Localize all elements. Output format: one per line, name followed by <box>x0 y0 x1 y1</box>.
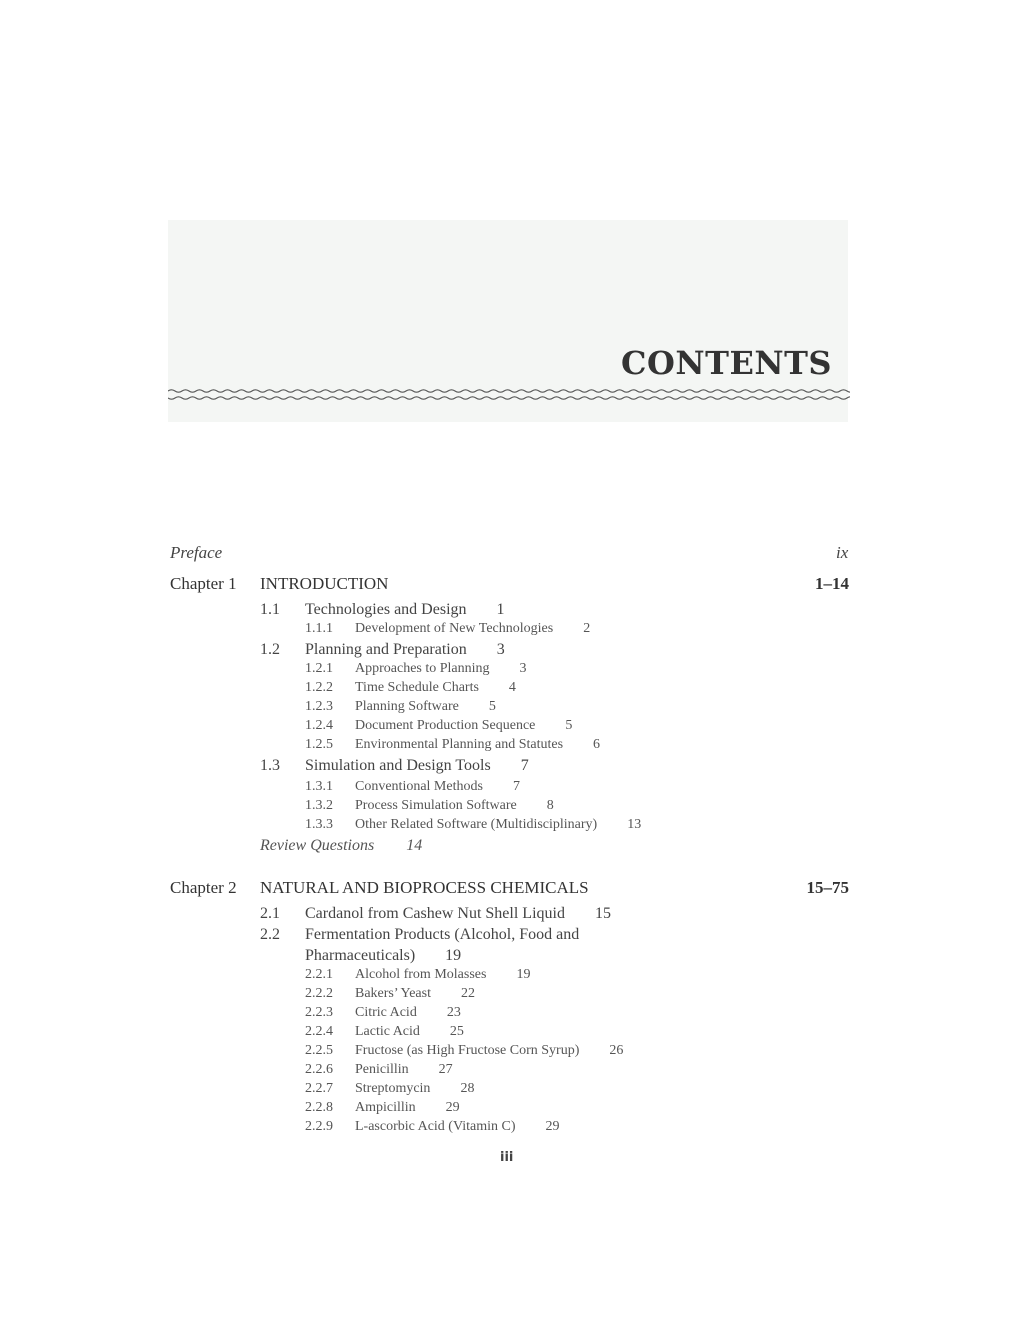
section-page: 3 <box>496 641 505 658</box>
subsection-entry <box>355 1062 453 1078</box>
page-title: CONTENTS <box>621 344 832 382</box>
subsection-title: Citric Acid <box>355 1005 417 1020</box>
section-title: Technologies and Design <box>305 601 467 618</box>
section-entry <box>305 905 611 923</box>
subsection-page: 13 <box>627 817 642 832</box>
subsection-entry <box>355 798 554 814</box>
section-title-continued: Pharmaceuticals) <box>305 947 416 964</box>
subsection-number: 2.2.5 <box>305 1043 333 1058</box>
subsection-entry <box>355 817 641 833</box>
subsection-page: 26 <box>609 1043 624 1058</box>
subsection-number: 2.2.6 <box>305 1062 333 1077</box>
subsection-number: 2.2.2 <box>305 986 333 1001</box>
subsection-page: 19 <box>516 967 531 982</box>
subsection-page: 2 <box>583 621 591 636</box>
subsection-page: 25 <box>449 1024 464 1039</box>
chapter-1-label: Chapter 1 <box>170 574 237 593</box>
subsection-number: 1.3.1 <box>305 779 333 794</box>
subsection-number: 2.2.4 <box>305 1024 333 1039</box>
section-number: 2.2 <box>260 926 280 943</box>
preface-label: Preface <box>170 543 223 562</box>
subsection-number: 1.2.1 <box>305 661 333 676</box>
subsection-title: Planning Software <box>355 699 459 714</box>
section-number: 1.3 <box>260 757 280 774</box>
section-entry <box>305 947 461 965</box>
subsection-entry <box>355 779 520 795</box>
subsection-entry <box>355 967 530 983</box>
preface-page: ix <box>836 543 849 562</box>
chapter-2-label: Chapter 2 <box>170 878 237 897</box>
subsection-page: 29 <box>445 1100 460 1115</box>
contents-banner <box>168 220 848 422</box>
subsection-page: 5 <box>565 718 573 733</box>
chapter-1-title: INTRODUCTION <box>260 574 389 593</box>
review-questions-label: Review Questions <box>260 837 375 854</box>
section-page: 19 <box>445 947 462 964</box>
subsection-entry <box>355 1100 460 1116</box>
subsection-number: 1.2.4 <box>305 718 333 733</box>
subsection-title: Document Production Sequence <box>355 718 536 733</box>
subsection-title: Bakers’ Yeast <box>355 986 431 1001</box>
subsection-page: 23 <box>446 1005 461 1020</box>
subsection-page: 8 <box>546 798 554 813</box>
section-page: 15 <box>594 905 611 922</box>
chapter-2-title: NATURAL AND BIOPROCESS CHEMICALS <box>260 878 589 897</box>
subsection-title: Other Related Software (Multidisciplinary) <box>355 817 598 832</box>
section-entry <box>305 641 505 659</box>
subsection-number: 1.2.5 <box>305 737 333 752</box>
section-title: Planning and Preparation <box>305 641 467 658</box>
section-entry <box>305 601 505 619</box>
subsection-number: 2.2.9 <box>305 1119 333 1134</box>
subsection-entry <box>355 1081 474 1097</box>
subsection-page: 22 <box>460 986 475 1001</box>
subsection-entry <box>355 1005 461 1021</box>
subsection-entry <box>355 621 590 637</box>
subsection-entry <box>355 699 496 715</box>
section-number: 1.2 <box>260 641 280 658</box>
subsection-number: 1.1.1 <box>305 621 333 636</box>
subsection-number: 2.2.1 <box>305 967 333 982</box>
subsection-page: 27 <box>438 1062 453 1077</box>
section-page: 7 <box>520 757 529 774</box>
section-entry <box>305 757 529 775</box>
section-page: 1 <box>496 601 505 618</box>
subsection-title: Alcohol from Molasses <box>355 967 487 982</box>
chapter-2-page-range: 15–75 <box>806 878 849 897</box>
subsection-title: Development of New Technologies <box>355 621 554 636</box>
subsection-title: Conventional Methods <box>355 779 483 794</box>
subsection-title: Fructose (as High Fructose Corn Syrup) <box>355 1043 580 1058</box>
subsection-entry <box>355 986 475 1002</box>
subsection-title: Time Schedule Charts <box>355 680 479 695</box>
subsection-title: Environmental Planning and Statutes <box>355 737 564 752</box>
subsection-title: Penicillin <box>355 1062 409 1077</box>
subsection-title: Process Simulation Software <box>355 798 517 813</box>
subsection-number: 2.2.7 <box>305 1081 333 1096</box>
subsection-page: 5 <box>488 699 496 714</box>
subsection-number: 1.3.2 <box>305 798 333 813</box>
subsection-entry <box>355 1119 560 1135</box>
wavy-rule-decoration <box>168 386 850 404</box>
subsection-entry <box>355 680 516 696</box>
section-title: Simulation and Design Tools <box>305 757 491 774</box>
subsection-entry <box>355 1024 464 1040</box>
subsection-page: 29 <box>545 1119 560 1134</box>
subsection-page: 3 <box>519 661 527 676</box>
section-number: 2.1 <box>260 905 280 922</box>
subsection-number: 2.2.8 <box>305 1100 333 1115</box>
subsection-number: 2.2.3 <box>305 1005 333 1020</box>
subsection-entry <box>355 737 600 753</box>
section-title: Cardanol from Cashew Nut Shell Liquid <box>305 905 565 922</box>
page-number: iii <box>500 1150 514 1165</box>
section-number: 1.1 <box>260 601 280 618</box>
subsection-page: 4 <box>508 680 516 695</box>
subsection-entry <box>355 1043 623 1059</box>
review-questions-entry <box>260 837 422 855</box>
section-title: Fermentation Products (Alcohol, Food and <box>305 926 580 943</box>
subsection-title: Lactic Acid <box>355 1024 420 1039</box>
subsection-page: 28 <box>460 1081 475 1096</box>
subsection-number: 1.3.3 <box>305 817 333 832</box>
subsection-number: 1.2.3 <box>305 699 333 714</box>
subsection-entry <box>355 661 527 677</box>
subsection-entry <box>355 718 572 734</box>
subsection-number: 1.2.2 <box>305 680 333 695</box>
subsection-page: 6 <box>593 737 601 752</box>
subsection-title: Approaches to Planning <box>355 661 490 676</box>
review-questions-page: 14 <box>406 837 423 854</box>
subsection-title: Streptomycin <box>355 1081 431 1096</box>
subsection-page: 7 <box>512 779 520 794</box>
subsection-title: Ampicillin <box>355 1100 416 1115</box>
subsection-title: L-ascorbic Acid (Vitamin C) <box>355 1119 516 1134</box>
chapter-1-page-range: 1–14 <box>815 574 849 593</box>
